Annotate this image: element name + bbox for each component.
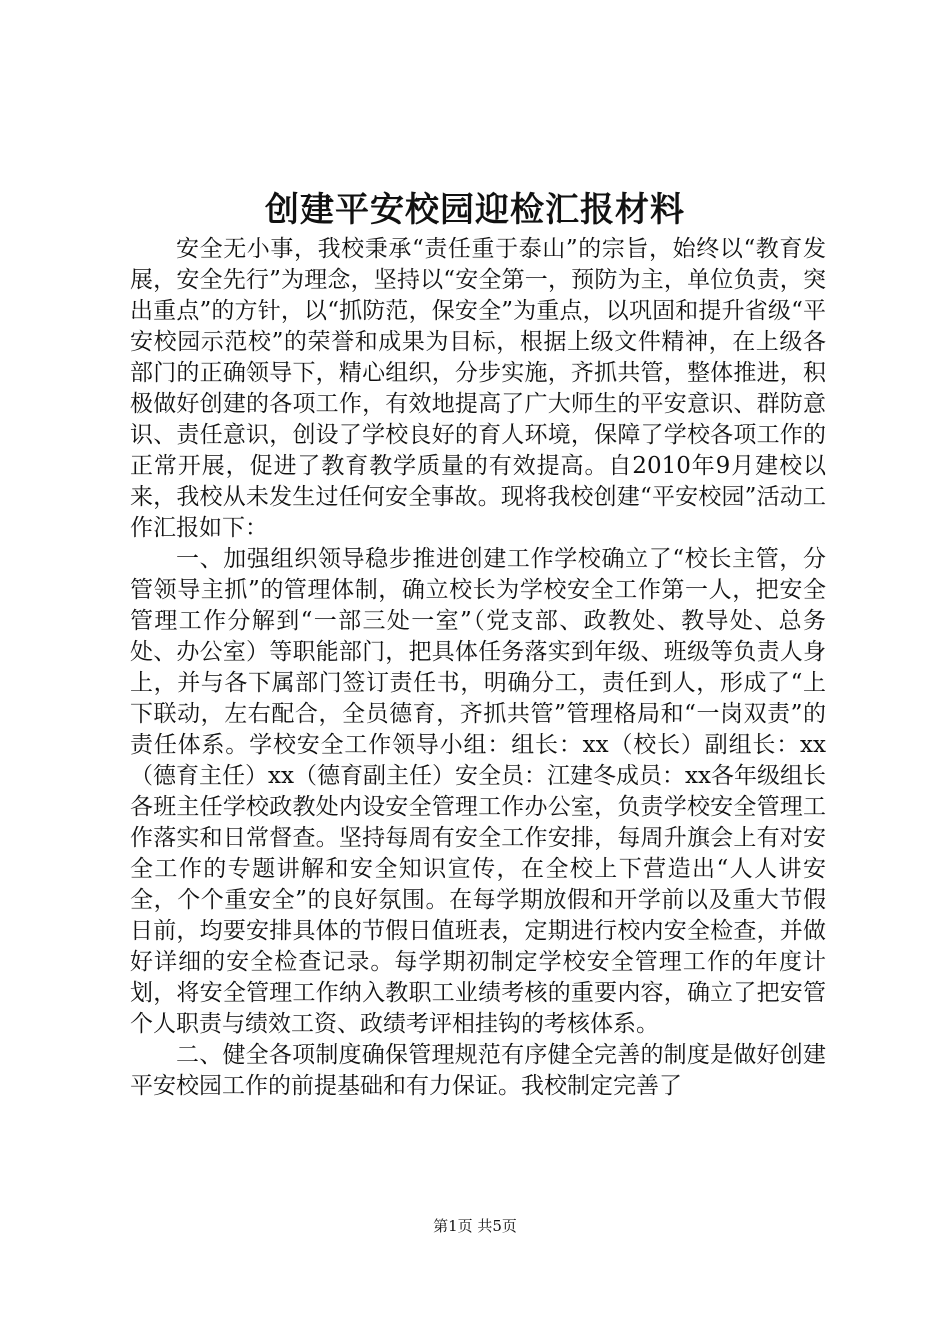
page-number-footer: 第1页 共5页 xyxy=(433,1217,517,1235)
document-title: 创建平安校园迎检汇报材料 xyxy=(265,190,685,230)
paragraph-section-2: 二、健全各项制度确保管理规范有序健全完善的制度是做好创建平安校园工作的前提基础和有力保证。我校制定完善了 xyxy=(130,1042,826,1099)
document-body xyxy=(130,234,826,1102)
paragraph-intro: 安全无小事，我校秉承“责任重于泰山”的宗旨，始终以“教育发展，安全先行”为理念，坚持以“安全第一，预防为主，单位负责，突出重点”的方针，以“抓防范，保安全”为重点，以巩固和提升省级“平安校园示范校”的荣誉和成果为目标，根据上级文件精神，在上级各部门的正确领导下，精心组织，分步实施，齐抓共管，整体推进，积极做好创建的各项工作，有效地提高了广大师生的平安意识、群防意识、责任意识，创设了学校良好的育人环境，保障了学校各项工作的正常开展，促进了教育教学质量的有效提高。自2010年9月建校以来，我校从未发生过任何安全事故。现将我校创建“平安校园”活动工作汇报如下： xyxy=(130,236,826,541)
paragraph-section-1: 一、加强组织领导稳步推进创建工作学校确立了“校长主管，分管领导主抓”的管理体制，确立校长为学校安全工作第一人，把安全管理工作分解到“一部三处一室”（党支部、政教处、教导处、总务处、办公室）等职能部门，把具体任务落实到年级、班级等负责人身上，并与各下属部门签订责任书，明确分工，责任到人，形成了“上下联动，左右配合，全员德育，齐抓共管”管理格局和“一岗双责”的责任体系。学校安全工作领导小组：组长：xx（校长）副组长：xx（德育主任）xx（德育副主任）安全员：江建冬成员：xx各年级组长各班主任学校政教处内设安全管理工作办公室，负责学校安全管理工作落实和日常督查。坚持每周有安全工作安排，每周升旗会上有对安全工作的专题讲解和安全知识宣传，在全校上下营造出“人人讲安全，个个重安全”的良好氛围。在每学期放假和开学前以及重大节假日前，均要安排具体的节假日值班表，定期进行校内安全检查，并做好详细的安全检查记录。每学期初制定学校安全管理工作的年度计划，将安全管理工作纳入教职工业绩考核的重要内容，确立了把安管个人职责与绩效工资、政绩考评相挂钩的考核体系。 xyxy=(130,546,826,1037)
